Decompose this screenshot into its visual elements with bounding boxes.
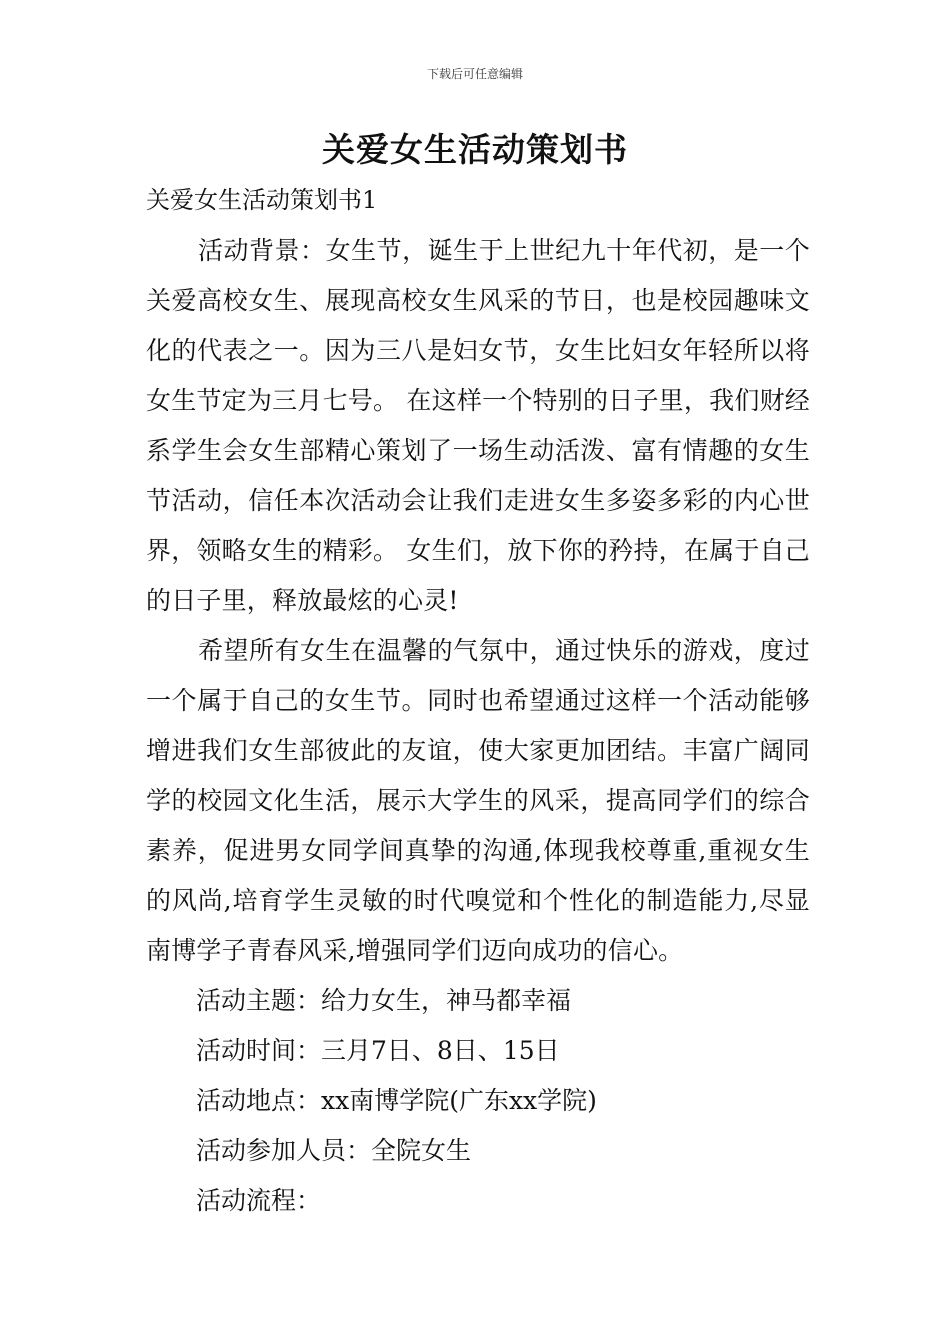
item-location: 活动地点：xx南博学院(广东xx学院)	[196, 1086, 597, 1115]
item-theme: 活动主题：给力女生，神马都幸福	[196, 986, 572, 1015]
document-title: 关爱女生活动策划书	[322, 130, 628, 169]
document-subtitle: 关爱女生活动策划书1	[146, 186, 378, 214]
item-time: 活动时间：三月7日、8日、15日	[196, 1036, 560, 1065]
paragraph-purpose: 希望所有女生在温馨的气氛中，通过快乐的游戏，度过一个属于自己的女生节。同时也希望通过这样一个活动能够增进我们女生部彼此的友谊，使大家更加团结。丰富广阔同学的校园文化生活，展示大学生的风采，提高同学们的综合素养，促进男女同学间真挚的沟通,体现我校尊重,重视女生的风尚,培育学生灵敏的时代嗅觉和个性化的制造能力,尽显南博学子青春风采,增强同学们迈向成功的信心。	[146, 636, 810, 965]
paragraph-background: 活动背景：女生节，诞生于上世纪九十年代初，是一个关爱高校女生、展现高校女生风采的节日，也是校园趣味文化的代表之一。因为三八是妇女节，女生比妇女年轻所以将女生节定为三月七号。 在这样一个特别的日子里，我们财经系学生会女生部精心策划了一场生动活泼、富有情趣的女生节活动，信任本次活动会让我们走进女生多姿多彩的内心世界，领略女生的精彩。 女生们，放下你的矜持，在属于自己的日子里，释放最炫的心灵!	[146, 236, 810, 615]
header-note: 下载后可任意编辑	[426, 67, 523, 81]
document-body	[146, 226, 810, 1226]
item-participants: 活动参加人员：全院女生	[196, 1136, 472, 1165]
item-process: 活动流程：	[196, 1186, 322, 1215]
